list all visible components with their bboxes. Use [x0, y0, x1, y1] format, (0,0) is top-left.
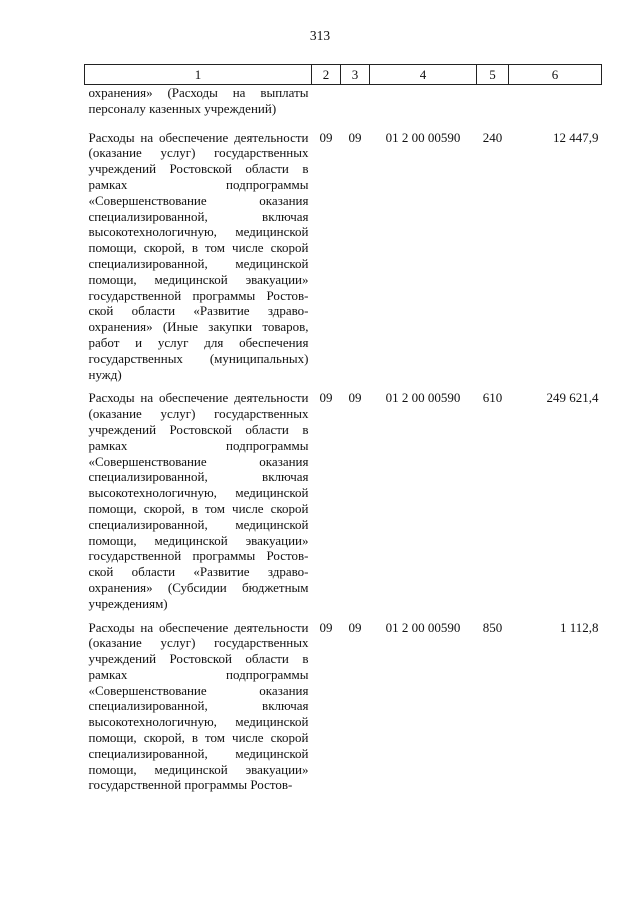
row-subsection-code: 09 [348, 390, 362, 406]
row-subsection-code: 09 [348, 619, 362, 635]
row-expense-type: 240 [482, 129, 503, 145]
continued-description: охранения» (Расходы на выплаты персоналу казенных учреждений) [88, 85, 309, 116]
table-row [85, 130, 602, 391]
row-target-article: 01 2 00 00590 [385, 619, 461, 635]
table-header-row [85, 65, 602, 85]
table-row-continued [85, 85, 602, 130]
row-expense-type: 610 [482, 390, 503, 406]
row-expense-type: 850 [482, 619, 503, 635]
table-row [85, 390, 602, 619]
header-col-2: 2 [312, 65, 341, 85]
row-amount: 12 447,9 [553, 129, 599, 145]
row-amount: 249 621,4 [546, 390, 599, 406]
table-row [85, 620, 602, 802]
row-section-code: 09 [319, 619, 333, 635]
row-amount: 1 112,8 [559, 619, 599, 635]
budget-table [84, 64, 602, 801]
row-target-article: 01 2 00 00590 [385, 129, 461, 145]
header-col-4: 4 [370, 65, 477, 85]
header-col-5: 5 [477, 65, 509, 85]
header-col-3: 3 [341, 65, 370, 85]
row-subsection-code: 09 [348, 129, 362, 145]
row-section-code: 09 [319, 390, 333, 406]
row-description: Расходы на обеспечение деятельности (оказание услуг) государственных учреждений Ростовской области в рамках подпрограммы «Совершенствование оказания специализированной, включая высокотехнологичную, медицинской помощи, скорой, в том числе скорой специализированной, медицинской помощи, медицинской эвакуации» государственной программы Ростовской области «Развитие здравоохранения» (Иные закупки товаров, работ и услуг для обеспечения государственных (муниципальных) нужд) [88, 129, 309, 382]
row-description: Расходы на обеспечение деятельности (оказание услуг) государственных учреждений Ростовской области в рамках подпрограммы «Совершенствование оказания специализированной, включая высокотехнологичную, медицинской помощи, скорой, в том числе скорой специализированной, медицинской помощи, медицинской эвакуации» государственной программы Ростовской области «Развитие здравоохранения» (Субсидии бюджетным учреждениям) [88, 390, 309, 611]
row-section-code: 09 [319, 129, 333, 145]
page-number: 313 [309, 28, 331, 43]
row-target-article: 01 2 00 00590 [385, 390, 461, 406]
row-description: Расходы на обеспечение деятельности (оказание услуг) государственных учреждений Ростовской области в рамках подпрограммы «Совершенствование оказания специализированной, включая высокотехнологичную, медицинской помощи, скорой, в том числе скорой специализированной, медицинской помощи, медицинской эвакуации» государственной программы Ростов- [88, 619, 309, 793]
header-col-1: 1 [85, 65, 312, 85]
header-col-6: 6 [509, 65, 602, 85]
